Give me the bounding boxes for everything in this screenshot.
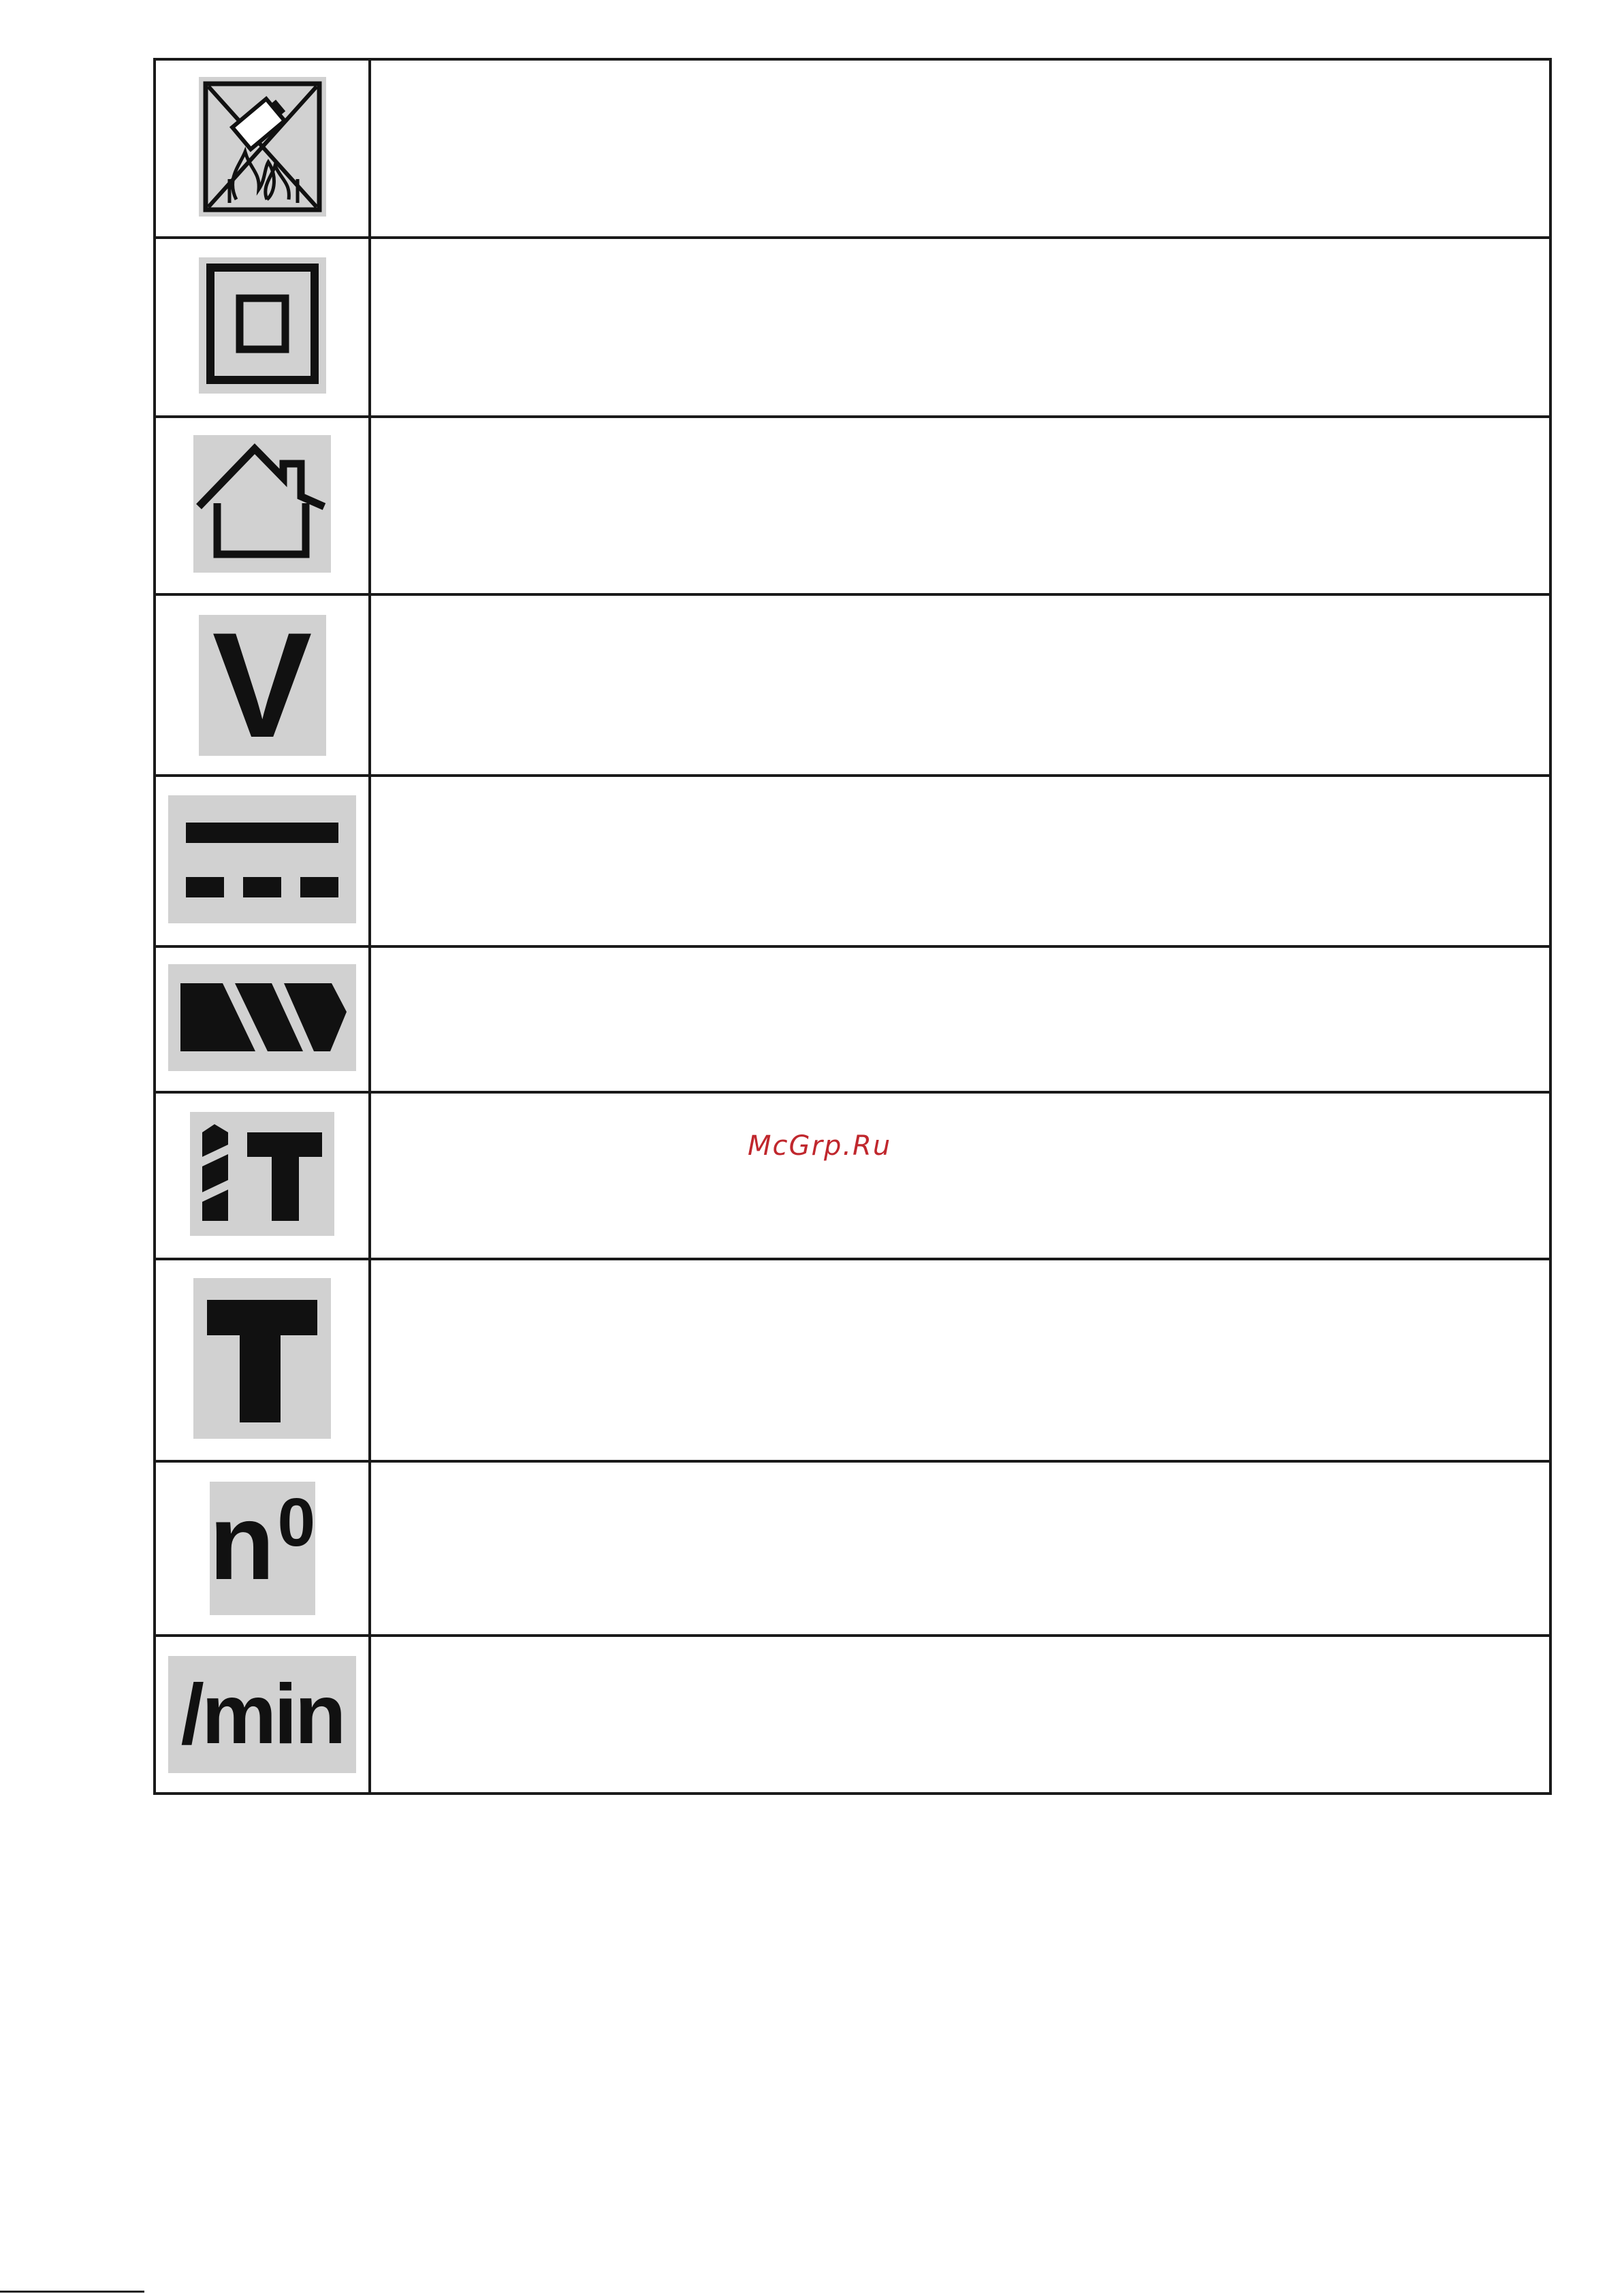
icon-cell — [155, 1461, 370, 1636]
icon-cell — [155, 417, 370, 594]
description-cell — [370, 1259, 1550, 1461]
table-row — [155, 1259, 1550, 1461]
icon-cell — [155, 238, 370, 417]
table-row — [155, 776, 1550, 946]
table-row — [155, 59, 1550, 238]
icon-cell — [155, 1092, 370, 1259]
table-row — [155, 1636, 1550, 1794]
table-row — [155, 1092, 1550, 1259]
indoor-use-house-icon — [193, 435, 331, 573]
no-load-speed-glyph: n — [208, 1482, 275, 1602]
description-cell — [370, 417, 1550, 594]
table-row — [155, 238, 1550, 417]
description-cell — [370, 1092, 1550, 1259]
description-cell — [370, 776, 1550, 946]
footer-rule — [0, 2291, 144, 2293]
table-row — [155, 417, 1550, 594]
description-cell — [370, 1461, 1550, 1636]
drill-and-hammer-mode-icon — [190, 1112, 334, 1236]
no-fire-disposal-battery-icon — [199, 77, 326, 217]
double-insulation-class-ii-icon — [199, 257, 326, 394]
per-minute-icon — [168, 1656, 356, 1773]
table-row — [155, 594, 1550, 776]
volt-v-icon — [199, 601, 326, 769]
direct-current-icon — [168, 795, 356, 923]
chisel-mode-icon — [168, 964, 356, 1071]
icon-cell — [155, 946, 370, 1092]
watermark-text: McGrp.Ru — [748, 1130, 892, 1162]
icon-cell — [155, 1636, 370, 1794]
symbol-table — [153, 58, 1552, 1795]
icon-cell — [155, 59, 370, 238]
description-cell — [370, 1636, 1550, 1794]
table-row — [155, 946, 1550, 1092]
icon-cell — [155, 1259, 370, 1461]
icon-cell — [155, 776, 370, 946]
description-cell — [370, 238, 1550, 417]
description-cell — [370, 946, 1550, 1092]
hammer-mode-icon — [193, 1278, 331, 1439]
no-load-speed-subscript: 0 — [277, 1484, 316, 1561]
volt-glyph: V — [212, 601, 313, 769]
description-cell — [370, 59, 1550, 238]
description-cell — [370, 594, 1550, 776]
per-minute-glyph: /min — [180, 1668, 344, 1762]
no-load-speed-icon — [210, 1482, 315, 1615]
table-row — [155, 1461, 1550, 1636]
icon-cell — [155, 594, 370, 776]
